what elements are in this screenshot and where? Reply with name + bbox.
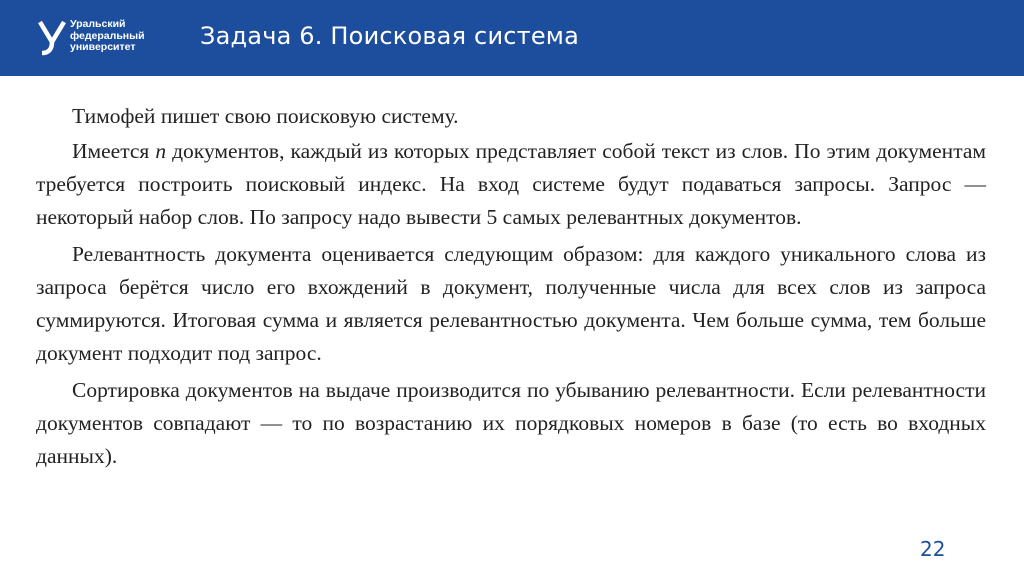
- logo-text: [70, 19, 145, 54]
- paragraph-2-start: Имеется: [72, 139, 156, 163]
- slide-title: Задача 6. Поисковая система: [200, 22, 580, 50]
- logo-line-3: университет: [70, 41, 136, 53]
- slide-body: [36, 100, 986, 473]
- university-logo: [38, 20, 188, 60]
- logo-line-2: федеральный: [70, 29, 145, 42]
- paragraph-3: Релевантность документа оценивается следующим образом: для каждого уникального слова из запроса берётся число его вхождений в документ, полученные числа для всех слов из запроса суммируются. Итоговая сумма и является релевантностью документа. Чем больше сумма, тем больше документ подходит под запрос.: [36, 242, 986, 365]
- variable-n: n: [155, 139, 167, 163]
- urfu-logo-icon: [38, 20, 66, 56]
- paragraph-2-rest: документов, каждый из которых представляет собой текст из слов. По этим документам требуется построить поисковый индекс. На вход системе будут подаваться запросы. Запрос — некоторый набор слов. По запросу надо вывести 5 самых релевантных документов.: [36, 139, 986, 229]
- paragraph-4: Сортировка документов на выдаче производится по убыванию релевантности. Если релевантности документов совпадают — то по возрастанию их порядковых номеров в базе (то есть во входных данных).: [36, 378, 986, 468]
- paragraph-1: Тимофей пишет свою поисковую систему.: [72, 104, 459, 128]
- paragraph-2: [36, 135, 986, 234]
- page-number: 22: [920, 537, 946, 561]
- logo-line-1: Уральский: [70, 18, 126, 30]
- header-bar: [0, 0, 1024, 76]
